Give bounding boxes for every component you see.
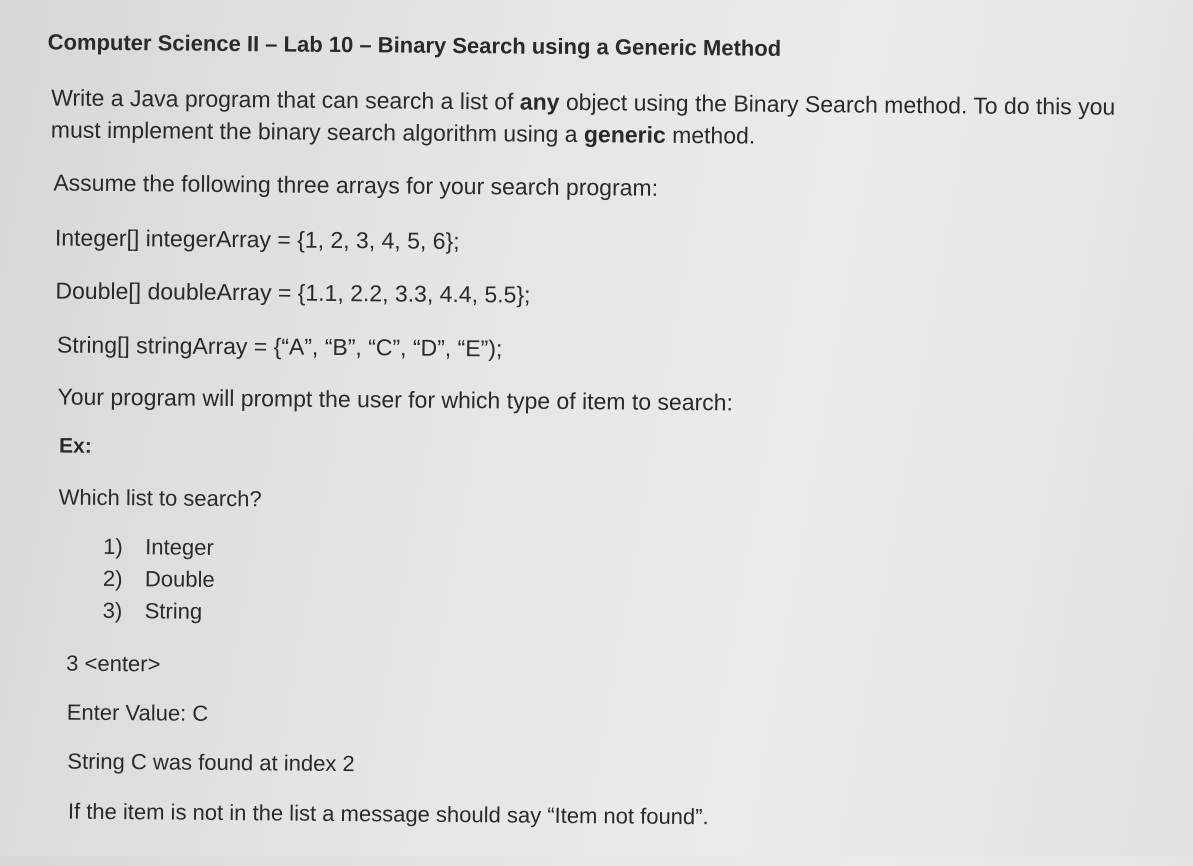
- not-found-note: If the item is not in the list a message should say “Item not found”.: [67, 798, 709, 830]
- option-number: 1): [103, 533, 123, 560]
- list-option-string: [103, 595, 215, 628]
- example-label: Ex:: [59, 434, 92, 458]
- option-label: String: [144, 598, 203, 624]
- list-options: [103, 531, 216, 628]
- double-array-declaration: Double[] doubleArray = {1.1, 2.2, 3.3, 4.4, 5.5};: [55, 277, 531, 308]
- list-option-double: [103, 563, 215, 596]
- option-number: 3): [102, 597, 123, 624]
- option-label: Integer: [145, 534, 214, 560]
- option-label: Double: [144, 566, 215, 592]
- prompt-text: Your program will prompt the user for which type of item to search:: [57, 383, 734, 416]
- intro-emphasis-any: any: [519, 88, 560, 115]
- option-number: 2): [102, 565, 123, 592]
- string-array-declaration: String[] stringArray = {“A”, “B”, “C”, “D”, “E”);: [56, 331, 503, 362]
- result-example: String C was found at index 2: [67, 748, 355, 777]
- enter-value-example: Enter Value: C: [66, 699, 209, 726]
- integer-array-declaration: Integer[] integerArray = {1, 2, 3, 4, 5, 6};: [54, 224, 460, 255]
- intro-emphasis-generic: generic: [583, 121, 666, 148]
- document-title: Computer Science II – Lab 10 – Binary Search using a Generic Method: [47, 29, 782, 61]
- assume-text: Assume the following three arrays for your search program:: [53, 169, 659, 201]
- which-list-prompt: Which list to search?: [58, 484, 262, 512]
- intro-line-1-start: Write a Java program that can search a list of: [51, 84, 520, 115]
- intro-line-2-end: method.: [665, 121, 756, 149]
- intro-line-2: [51, 114, 756, 150]
- list-option-integer: [103, 531, 215, 564]
- intro-line-1-end: object using the Binary Search method. To do this you: [559, 88, 1116, 120]
- user-input-example: 3 <enter>: [66, 650, 161, 677]
- intro-line-2-start: must implement the binary search algorithm using a: [50, 116, 585, 148]
